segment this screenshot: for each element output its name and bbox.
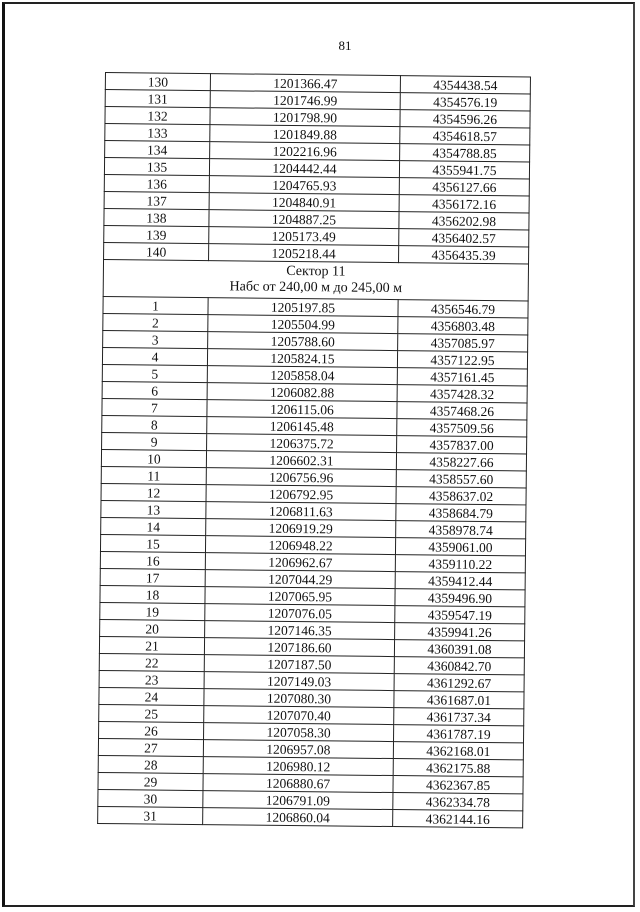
y-coordinate-cell: 4361687.01 [394,691,524,709]
point-number-cell: 15 [100,534,205,552]
point-number-cell: 140 [104,242,209,260]
x-coordinate-cell: 1207149.03 [204,672,394,691]
x-coordinate-cell: 1207146.35 [205,621,395,640]
y-coordinate-cell: 4359941.26 [395,623,525,641]
x-coordinate-cell: 1206145.48 [207,417,397,436]
x-coordinate-cell: 1207076.05 [205,604,395,623]
x-coordinate-cell: 1201366.47 [210,74,400,93]
y-coordinate-cell: 4355941.75 [399,161,529,179]
x-coordinate-cell: 1205218.44 [209,244,399,263]
x-coordinate-cell: 1204840.91 [209,193,399,212]
point-number-cell: 17 [100,568,205,586]
y-coordinate-cell: 4362367.85 [393,776,523,794]
x-coordinate-cell: 1206880.67 [203,774,393,793]
x-coordinate-cell: 1205173.49 [209,227,399,246]
x-coordinate-cell: 1206980.12 [203,757,393,776]
x-coordinate-cell: 1206602.31 [206,451,396,470]
y-coordinate-cell: 4359412.44 [395,572,525,590]
y-coordinate-cell: 4354576.19 [400,93,530,111]
x-coordinate-cell: 1205858.04 [207,366,397,385]
x-coordinate-cell: 1206860.04 [203,808,393,827]
y-coordinate-cell: 4354438.54 [400,76,530,94]
x-coordinate-cell: 1206375.72 [207,434,397,453]
y-coordinate-cell: 4361737.34 [394,708,524,726]
point-number-cell: 6 [102,381,207,399]
point-number-cell: 1 [103,296,208,314]
point-number-cell: 131 [105,90,210,108]
table-body-top [104,73,531,264]
point-number-cell: 31 [98,806,203,824]
point-number-cell: 22 [99,653,204,671]
x-coordinate-cell: 1206957.08 [203,740,393,759]
x-coordinate-cell: 1201798.90 [210,108,400,127]
y-coordinate-cell: 4357085.97 [398,334,528,352]
y-coordinate-cell: 4356172.16 [399,195,529,213]
y-coordinate-cell: 4356402.57 [399,229,529,247]
x-coordinate-cell: 1207065.95 [205,587,395,606]
y-coordinate-cell: 4356435.39 [399,246,529,264]
y-coordinate-cell: 4357837.00 [397,436,527,454]
x-coordinate-cell: 1207186.60 [204,638,394,657]
point-number-cell: 8 [102,415,207,433]
y-coordinate-cell: 4362144.16 [393,810,523,828]
y-coordinate-cell: 4356546.79 [398,300,528,318]
point-number-cell: 2 [103,313,208,331]
y-coordinate-cell: 4360842.70 [394,657,524,675]
x-coordinate-cell: 1205824.15 [207,349,397,368]
y-coordinate-cell: 4357122.95 [397,351,527,369]
x-coordinate-cell: 1204887.25 [209,210,399,229]
point-number-cell: 25 [99,704,204,722]
point-number-cell: 14 [101,517,206,535]
point-number-cell: 23 [99,670,204,688]
y-coordinate-cell: 4357468.26 [397,402,527,420]
x-coordinate-cell: 1207070.40 [204,706,394,725]
y-coordinate-cell: 4358227.66 [396,453,526,471]
point-number-cell: 3 [103,330,208,348]
x-coordinate-cell: 1201746.99 [210,91,400,110]
x-coordinate-cell: 1206082.88 [207,383,397,402]
y-coordinate-cell: 4356127.66 [399,178,529,196]
point-number-cell: 28 [98,755,203,773]
point-number-cell: 10 [101,449,206,467]
point-number-cell: 134 [105,141,210,159]
y-coordinate-cell: 4358684.79 [396,504,526,522]
y-coordinate-cell: 4362175.88 [393,759,523,777]
x-coordinate-cell: 1204765.93 [209,176,399,195]
x-coordinate-cell: 1207044.29 [205,570,395,589]
y-coordinate-cell: 4359547.19 [395,606,525,624]
point-number-cell: 138 [104,208,209,226]
point-number-cell: 132 [105,107,210,125]
point-number-cell: 21 [99,636,204,654]
x-coordinate-cell: 1204442.44 [209,159,399,178]
x-coordinate-cell: 1205504.99 [208,315,398,334]
y-coordinate-cell: 4356803.48 [398,317,528,335]
point-number-cell: 135 [104,158,209,176]
point-number-cell: 20 [100,619,205,637]
y-coordinate-cell: 4354788.85 [400,144,530,162]
y-coordinate-cell: 4357428.32 [397,385,527,403]
x-coordinate-cell: 1205197.85 [208,298,398,317]
x-coordinate-cell: 1207187.50 [204,655,394,674]
y-coordinate-cell: 4358978.74 [396,521,526,539]
sector-header-cell [103,259,528,300]
point-number-cell: 133 [105,124,210,142]
x-coordinate-cell: 1206791.09 [203,791,393,810]
y-coordinate-cell: 4358637.02 [396,487,526,505]
x-coordinate-cell: 1206919.29 [206,519,396,538]
x-coordinate-cell: 1206948.22 [205,536,395,555]
y-coordinate-cell: 4359061.00 [395,538,525,556]
y-coordinate-cell: 4358557.60 [396,470,526,488]
point-number-cell: 13 [101,500,206,518]
x-coordinate-cell: 1206115.06 [207,400,397,419]
point-number-cell: 136 [104,174,209,192]
y-coordinate-cell: 4361292.67 [394,674,524,692]
y-coordinate-cell: 4356202.98 [399,212,529,230]
x-coordinate-cell: 1206811.63 [206,502,396,521]
point-number-cell: 16 [100,551,205,569]
sector-header [103,259,528,300]
sector-subtitle: Набс от 240,00 м до 245,00 м [229,279,403,297]
x-coordinate-cell: 1205788.60 [208,332,398,351]
y-coordinate-cell: 4359496.90 [395,589,525,607]
y-coordinate-cell: 4359110.22 [395,555,525,573]
y-coordinate-cell: 4362334.78 [393,793,523,811]
y-coordinate-cell: 4354618.57 [400,127,530,145]
point-number-cell: 11 [101,466,206,484]
y-coordinate-cell: 4357509.56 [397,419,527,437]
point-number-cell: 18 [100,585,205,603]
point-number-cell: 27 [98,738,203,756]
point-number-cell: 139 [104,225,209,243]
point-number-cell: 9 [102,432,207,450]
point-number-cell: 4 [102,347,207,365]
point-number-cell: 29 [98,772,203,790]
x-coordinate-cell: 1202216.96 [210,142,400,161]
y-coordinate-cell: 4354596.26 [400,110,530,128]
y-coordinate-cell: 4360391.08 [394,640,524,658]
table-body-sector [98,296,528,827]
point-number-cell: 12 [101,483,206,501]
y-coordinate-cell: 4357161.45 [397,368,527,386]
x-coordinate-cell: 1206756.96 [206,468,396,487]
point-number-cell: 5 [102,364,207,382]
x-coordinate-cell: 1207080.30 [204,689,394,708]
point-number-cell: 30 [98,789,203,807]
point-number-cell: 19 [100,602,205,620]
sector-title: Сектор 11 [286,263,346,280]
page-number: 81 [338,38,352,53]
coordinates-table [97,72,531,828]
x-coordinate-cell: 1206962.67 [205,553,395,572]
y-coordinate-cell: 4361787.19 [394,725,524,743]
point-number-cell: 137 [104,191,209,209]
x-coordinate-cell: 1206792.95 [206,485,396,504]
point-number-cell: 130 [105,73,210,91]
x-coordinate-cell: 1207058.30 [204,723,394,742]
sector-header-row [103,259,528,300]
point-number-cell: 24 [99,687,204,705]
x-coordinate-cell: 1201849.88 [210,125,400,144]
y-coordinate-cell: 4362168.01 [393,742,523,760]
point-number-cell: 26 [99,721,204,739]
point-number-cell: 7 [102,398,207,416]
